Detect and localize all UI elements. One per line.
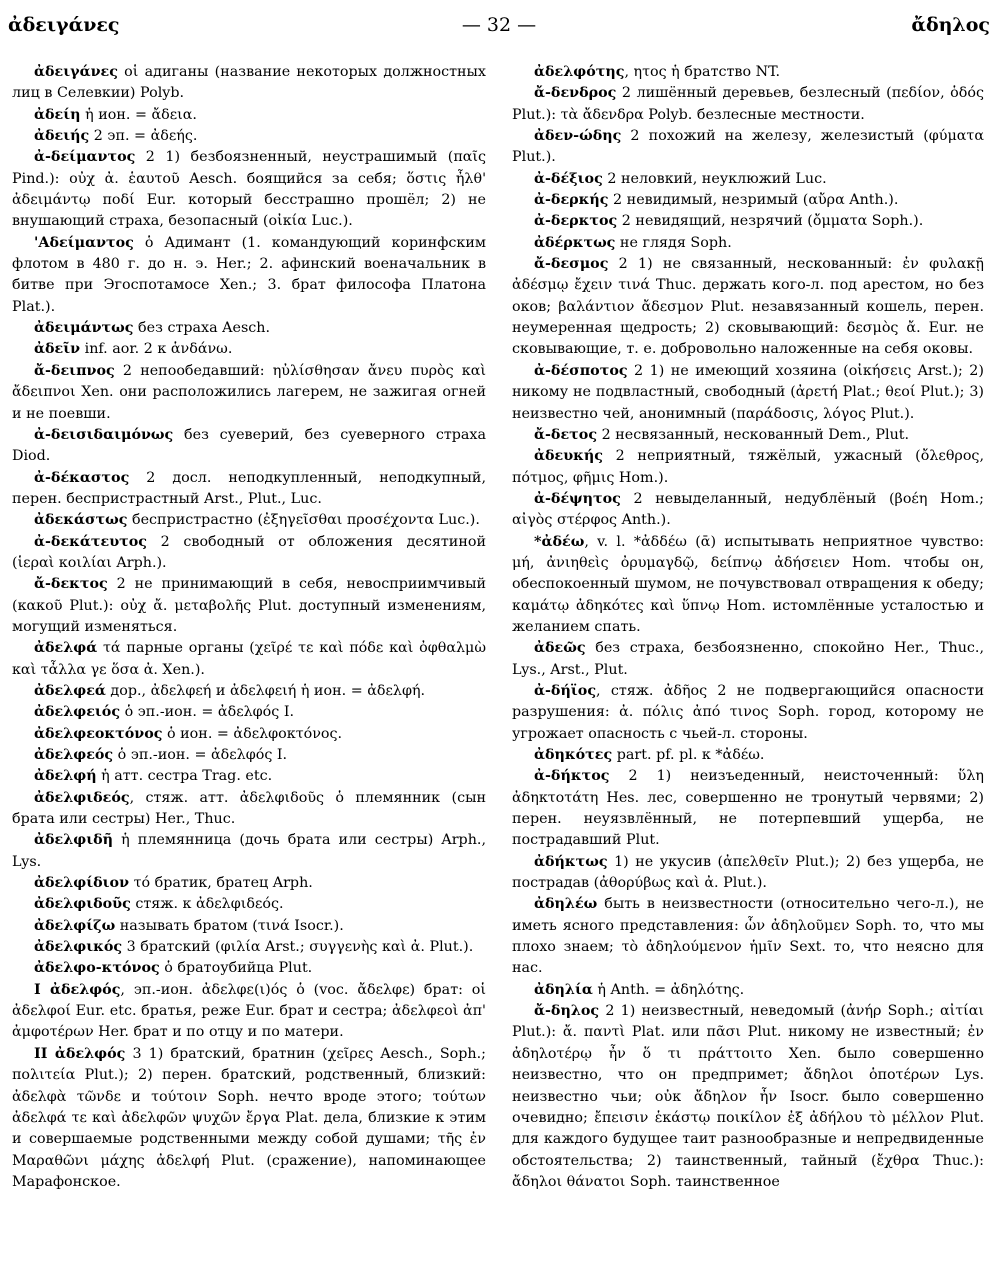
entry-definition: , v. l. *ἀδδέω (ᾱ) испытывать неприятное чувство: μή, ἀνιηθεὶς ὀρυμαγδῷ, δείπνῳ ἀδήσειεν Hom. чтобы он, обеспокоенный шумом, не почувствовал отвращения к обеду; καμάτῳ ἀδηκότες καὶ ὕπνῳ Hom. истомлённые усталостью и желанием спать. — [512, 533, 984, 635]
dictionary-entry — [12, 724, 486, 745]
entry-headword: ἄ-δειπνος — [34, 362, 115, 379]
dictionary-entry — [512, 852, 984, 895]
dictionary-entry — [12, 916, 486, 937]
page-number: — 32 — — [461, 14, 537, 36]
dictionary-entry — [512, 83, 984, 126]
entry-headword: ἀ-δείμαντος — [34, 149, 136, 166]
entry-definition: ἡ Anth. = ἀδηλότης. — [592, 981, 745, 998]
entry-headword: ἀδελφιδῆ — [34, 832, 114, 849]
entry-definition: 2 неловкий, неуклюжий Luc. — [602, 170, 827, 187]
entry-definition: ὁ ион. = ἀδελφοκτόνος. — [162, 725, 343, 742]
entry-headword: ἄ-δηλος — [534, 1003, 600, 1020]
dictionary-entry — [12, 468, 486, 511]
dictionary-entry — [12, 681, 486, 702]
dictionary-entry — [512, 638, 984, 681]
dictionary-entry — [512, 745, 984, 766]
dictionary-entry — [12, 126, 486, 147]
dictionary-entry — [12, 766, 486, 787]
dictionary-entry — [512, 62, 984, 83]
entry-definition: 2 невидимый, незримый (αὔρα Anth.). — [608, 192, 899, 209]
entry-headword: ἀδελφεά — [34, 682, 106, 699]
entry-headword: ἄ-δεσμος — [534, 256, 609, 273]
entry-definition: 2 досл. неподкупленный, неподкупный, перен. беспристрастный Arst., Plut., Luc. — [12, 469, 486, 507]
entry-definition: 2 неприятный, тяжёлый, ужасный (ὄλεθρος, πότμος, φῆμις Hom.). — [512, 448, 984, 486]
dictionary-entry — [12, 318, 486, 339]
entry-definition: τό братик, братец Arph. — [129, 875, 313, 892]
entry-headword: ἀδελφότης — [534, 64, 625, 80]
entry-definition: без суеверий, без суеверного страха Diod. — [12, 426, 486, 465]
entry-headword: ἀ-δήϊος — [534, 682, 597, 699]
entry-definition: 2 эп. = ἀδεής. — [89, 128, 198, 145]
dictionary-entry — [12, 425, 486, 468]
dictionary-entry — [512, 254, 984, 361]
entry-headword: ἀ-δέψητος — [534, 490, 621, 507]
dictionary-entry — [512, 980, 984, 1001]
dictionary-entry — [12, 958, 486, 979]
entry-headword: ἀδελφειός — [34, 704, 121, 721]
entry-definition: 3 1) братский, братнин (χεῖρες Aesch., Soph.; πολιτεία Plut.); 2) перен. братский, родственный, близкий: ἀδελφὰ τῶνδε и τούτοιν Soph. нечто вроде этого; τούτων ἀδελφά τε καὶ ἀδελφῶν ψυχῶν ἔργα Plat. дела, близкие к этим и совершаемые родственными между собой душами; τῆς ἐν Μαραθῶνι μάχης ἀδελφή Plut. (сражение), напоминающее Марафонское. — [12, 1045, 486, 1190]
entry-headword: ἀδεῶς — [534, 640, 586, 657]
entry-headword: *ἀδέω — [534, 533, 585, 550]
entry-definition: part. pf. pl. к *ἀδέω. — [612, 747, 765, 763]
entry-headword: ἀδελφίδιον — [34, 875, 130, 892]
entry-headword: ἀδηλία — [534, 981, 593, 998]
dictionary-entry — [12, 894, 486, 915]
entry-definition: 2 лишённый деревьев, безлесный (πεδίον, ὁδός Plut.): τὰ ἄδενδρα Polyb. безлесные местности. — [512, 85, 984, 123]
entry-definition: 2 несвязанный, нескованный Dem., Plut. — [597, 426, 910, 443]
dictionary-entry — [12, 532, 486, 575]
entry-headword: ἀ-δέκαστος — [34, 469, 130, 486]
entry-definition: τά парные органы (χεῖρέ τε καὶ πόδε καὶ ὀφθαλμὼ καὶ τἆλλα γε ὅσα ἀ. Xen.). — [12, 640, 486, 678]
entry-headword: ἀ-δερκής — [534, 192, 609, 209]
entry-definition: 2 не принимающий в себя, невосприимчивый (κακοῦ Plut.): οὐχ ἄ. μεταβολῆς Plut. доступный изменениям, могущий изменяться. — [12, 576, 486, 635]
entry-headword: ἀδελφικός — [34, 939, 123, 956]
entry-definition: 2 1) безбоязненный, неустрашимый (παῖς Pind.): οὐχ ἀ. ἑαυτοῦ Aesch. боящийся за себя; ὅστις ἦλθ' ἀδειμάντῳ ποδί Eur. который бесстрашно прошёл; 2) не внушающий страха, безопасный (οἰκία Luc.). — [12, 149, 486, 230]
dictionary-entry — [12, 830, 486, 873]
dictionary-entry — [512, 211, 984, 232]
entry-headword: 'Αδείμαντος — [34, 234, 134, 251]
dictionary-entry — [12, 980, 486, 1044]
entry-definition: 1) не укусив (ἀπελθεῖν Plut.); 2) без ущерба, не пострадав (ἀθορύβως καὶ ἀ. Plut.). — [512, 853, 984, 892]
entry-headword: ἀδευκής — [534, 448, 603, 465]
entry-headword: ἀδειγάνες — [34, 64, 118, 80]
right-running-headword: ἄδηλος — [911, 14, 990, 36]
entry-definition: дор., ἀδελφεή и ἀδελφειή ἡ ион. = ἀδελφή. — [105, 682, 426, 699]
entry-headword: ἀδειής — [34, 128, 90, 145]
dictionary-entry — [12, 361, 486, 425]
dictionary-entry — [12, 62, 486, 105]
entry-definition: ὁ эп.-ион. = ἀδελφός I. — [120, 704, 295, 721]
entry-definition: , стяж. ἀδῆος 2 не подвергающийся опасности разрушения: ἀ. πόλις ἀπό τινος Soph. город, которому не угрожает опасность с чьей-л. стороны. — [512, 682, 984, 742]
dictionary-entry — [512, 766, 984, 851]
dictionary-entry — [512, 532, 984, 639]
dictionary-entry — [12, 510, 486, 531]
dictionary-entry — [12, 702, 486, 723]
entry-headword: ἀδείη — [34, 106, 81, 123]
entry-definition: называть братом (τινά Isocr.). — [115, 917, 344, 934]
entry-headword: ἀδελφή — [34, 768, 97, 785]
dictionary-entry — [512, 190, 984, 211]
dictionary-entry — [12, 638, 486, 681]
entry-definition: inf. aor. 2 к ἁνδάνω. — [80, 341, 233, 358]
entry-definition: 2 невыделанный, недублёный (βοέη Hom.; αἰγὸς στέρφος Anth.). — [512, 490, 984, 529]
entry-definition: быть в неизвестности (относительно чего-л.), не иметь ясного представления: ὧν ἀδηλοῦμεν Soph. то, что мы плохо знаем; τὸ ἀδηλούμενον ἡμῖν Sext. то, что неясно для нас. — [512, 896, 984, 977]
entry-headword: ἀδελφεός — [34, 747, 114, 763]
dictionary-entry — [512, 1001, 984, 1193]
left-running-headword: ἀδειγάνες — [8, 14, 120, 36]
entry-definition: 2 1) не связанный, нескованный: ἐν φυλακῇ ἀδέσμῳ ἔχειν τινά Thuc. держать кого-л. под арестом, но без оков; βαλάντιον ἄδεσμον Plut. незавязанный кошель, перен. неумеренная щедрость; 2) сковывающий: δεσμὸς ἄ. Eur. не сковывающие, т. е. добровольно наложенные на себя оковы. — [512, 256, 984, 358]
entry-definition: 2 невидящий, незрячий (ὄμματα Soph.). — [617, 213, 924, 230]
entry-headword: ἀδήκτως — [534, 853, 608, 870]
entry-headword: ἀδεκάστως — [34, 512, 128, 529]
entry-headword: ἄ-δετος — [534, 426, 598, 443]
entry-definition: ὁ эп.-ион. = ἀδελφός I. — [113, 747, 288, 763]
dictionary-entry — [12, 873, 486, 894]
dictionary-entry — [512, 425, 984, 446]
entry-headword: ἀδειμάντως — [34, 320, 134, 337]
entry-definition: , ητος ἡ братство NT. — [624, 64, 781, 80]
entry-headword: ἀδελφο-κτόνος — [34, 960, 160, 977]
entry-headword: ἀδεῖν — [34, 341, 81, 358]
dictionary-entry — [512, 489, 984, 532]
dictionary-entry — [12, 937, 486, 958]
entry-headword: ἀ-δεισιδαιμόνως — [34, 426, 174, 443]
dictionary-entry — [512, 126, 984, 169]
entry-headword: ἀδηκότες — [534, 747, 613, 763]
page-header — [8, 10, 990, 44]
entry-definition: , стяж. атт. ἀδελφιδοῦς ὁ племянник (сын брата или сестры) Her., Thuc. — [12, 789, 486, 828]
entry-definition: ὁ братоубийца Plut. — [159, 960, 313, 977]
entry-headword: ἀδεν-ώδης — [534, 128, 622, 145]
entry-headword: ἀδηλέω — [534, 896, 598, 913]
dictionary-entry — [512, 894, 984, 979]
dictionary-entry — [12, 745, 486, 766]
entry-headword: ἀ-δήκτος — [534, 768, 610, 785]
entry-definition: не глядя Soph. — [615, 234, 732, 251]
dictionary-entry — [512, 233, 984, 254]
entry-headword: ἀ-δέξιος — [534, 170, 603, 187]
entry-definition: стяж. к ἀδελφιδεός. — [130, 896, 284, 913]
entry-headword: ἀ-δεκάτευτος — [34, 533, 147, 550]
entry-definition: 3 братский (φιλία Arst.; συγγενὴς καὶ ἀ. Plut.). — [122, 939, 474, 956]
entry-headword: I ἀδελφός — [34, 981, 121, 998]
entry-headword: ἀδελφιδεός — [34, 789, 130, 806]
entry-definition: ὁ Адимант (1. командующий коринфским флотом в 480 г. до н. э. Her.; 2. афинский военачальник в битве при Эгоспотамосе Xen.; 3. брат философа Платона Plat.). — [12, 234, 486, 315]
entry-definition: ἡ ион. = ἄδεια. — [80, 106, 197, 123]
entry-headword: ἀ-δέσποτος — [534, 362, 628, 379]
left-column — [12, 62, 486, 1193]
entry-headword: ἄ-δενδρος — [534, 85, 617, 102]
dictionary-entry — [512, 169, 984, 190]
entry-definition: ἡ племянница (дочь брата или сестры) Arph., Lys. — [12, 832, 486, 870]
entry-definition: , эп.-ион. ἀδελφε(ι)ός ὁ (voc. ἄδελφε) брат: οἱ ἀδελφοί Eur. etc. братья, реже Eur. брат и сестра; ἀδελφεοὶ ἀπ' ἀμφοτέρων Her. брат и по отцу и по матери. — [12, 981, 486, 1041]
dictionary-entry — [512, 361, 984, 425]
dictionary-entry — [12, 233, 486, 318]
dictionary-entry — [12, 147, 486, 232]
dictionary-entry — [12, 339, 486, 360]
entry-definition: без страха Aesch. — [133, 320, 271, 337]
entry-definition: 2 похожий на железу, железистый (φύματα Plut.). — [512, 128, 984, 166]
dictionary-entry — [12, 1044, 486, 1193]
entry-headword: II ἀδελφός — [34, 1045, 126, 1062]
entry-headword: ἀδέρκτως — [534, 234, 616, 251]
entry-headword: ἀδελφίζω — [34, 917, 116, 934]
entry-definition: 2 непообедавший: ηὐλίσθησαν ἄνευ πυρὸς καὶ ἄδειπνοι Xen. они расположились лагерем, не зажигая огней и не поевши. — [12, 362, 486, 422]
dictionary-entry — [512, 446, 984, 489]
entry-definition: ἡ атт. сестра Trag. etc. — [96, 768, 273, 785]
entry-definition: 2 свободный от обложения десятиной (ἱεραὶ κοιλίαι Arph.). — [12, 533, 486, 571]
entry-headword: ἀδελφεοκτόνος — [34, 725, 163, 742]
dictionary-entry — [12, 105, 486, 126]
entry-definition: 2 1) не имеющий хозяина (οἰκήσεις Arst.); 2) никому не подвластный, свободный (ἀρετή Plat.; θεοί Plut.); 3) неизвестно чей, анонимный (παράδοσις, λόγος Plut.). — [512, 362, 984, 422]
entry-definition: без страха, безбоязненно, спокойно Her., Thuc., Lys., Arst., Plut. — [512, 640, 984, 678]
entry-definition: беспристрастно (ἐξηγεῖσθαι προσέχοντα Luc.). — [127, 512, 480, 529]
entry-headword: ἀ-δερκτος — [534, 213, 618, 230]
entry-headword: ἀδελφιδοῦς — [34, 896, 131, 913]
entry-definition: οἱ адиганы (название некоторых должностных лиц в Селевкии) Polyb. — [12, 64, 486, 102]
entry-definition: 2 1) неизвестный, неведомый (ἀνήρ Soph.; αἰτίαι Plut.): ἄ. παντὶ Plat. или πᾶσι Plut. никому не известный; ἐν ἀδηλοτέρῳ ἦν ὅ τι πράττοιτο Xen. было совершенно неизвестно, что он предпримет; ἄδηλοι ὁποτέρων Lys. неизвестно чьи; οὐκ ἄδηλον ἦν Isocr. было совершенно очевидно; ἔπεισιν ἑκάστῳ ποικίλον ἐξ ἀδήλου τὸ μέλλον Plut. для каждого будущее таит разнообразные и непредвиденные обстоятельства; 2) таинственный, тайный (ἔχθρα Thuc.): ἄδηλοι θάνατοι Soph. таинственное — [512, 1003, 984, 1190]
entry-headword: ἄ-δεκτος — [34, 576, 108, 593]
right-column — [512, 62, 984, 1193]
dictionary-entry — [12, 574, 486, 638]
entry-definition: 2 1) неизъеденный, неисточенный: ὕλη ἀδηκτοτάτη Hes. лес, совершенно не тронутый червями; 2) перен. неуязвлённый, не потерпевший ущерба, не пострадавший Plut. — [512, 768, 984, 849]
dictionary-entry — [512, 681, 984, 745]
dictionary-entry — [12, 788, 486, 831]
entry-headword: ἀδελφά — [34, 640, 98, 657]
